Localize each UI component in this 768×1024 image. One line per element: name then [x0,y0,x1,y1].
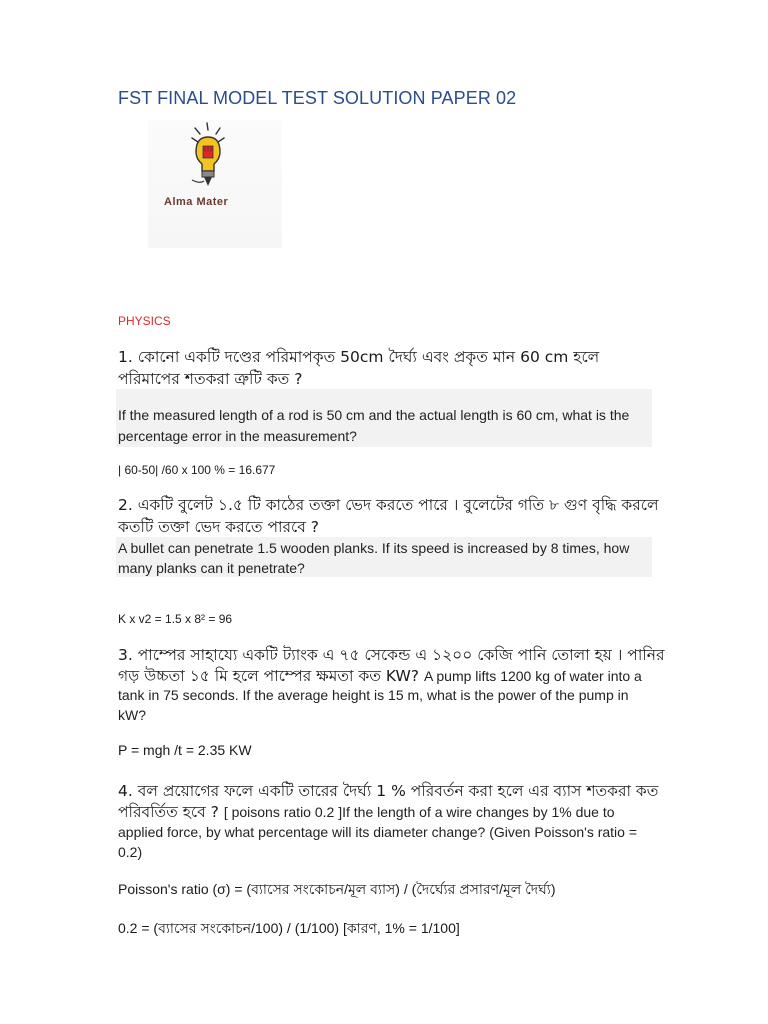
question-3-english-line-2: kW? [118,707,146,723]
question-3-english-line-1: tank in 75 seconds. If the average height is 15 m, what is the power of the pump in [118,687,629,703]
question-3-mixed-line [118,665,642,687]
question-3-english-start: A pump lifts 1200 kg of water into a [423,668,642,684]
question-3-answer: P = mgh /t = 2.35 KW [118,742,252,758]
poissons-ratio-formula: Poisson's ratio (σ) = (ব্যাসের সংকোচন/মূল ব্যাস) / (দৈর্ঘ্যের প্রসারণ/মূল দৈর্ঘ্য) [118,881,556,897]
question-1-bengali-line-1: 1. কোনো একটি দণ্ডের পরিমাপকৃত 50cm দৈর্ঘ্য এবং প্রকৃত মান 60 cm হলে [118,348,600,366]
lightbulb-fist-icon [148,120,282,200]
poissons-ratio-substitution: 0.2 = (ব্যাসের সংকোচন/100) / (1/100) [কারণ, 1% = 1/100] [118,920,460,936]
question-1-english-block [116,389,652,447]
logo-text: Alma Mater [164,196,229,208]
question-2-answer: K x v2 = 1.5 x 8² = 96 [118,612,233,626]
question-2-english-block [116,537,652,577]
question-4-english-line-1: applied force, by what percentage will its diameter change? (Given Poisson's ratio = [118,824,638,840]
question-1-english-line-2: percentage error in the measurement? [118,428,357,444]
question-1-english-line-1: If the measured length of a rod is 50 cm and the actual length is 60 cm, what is the [118,407,630,423]
page-title: FST FINAL MODEL TEST SOLUTION PAPER 02 [118,88,517,108]
logo [148,120,282,248]
question-2-bengali-line-2: কতটি তক্তা ভেদ করতে পারবে ? [118,518,320,536]
question-4-bengali-line-2: পরিবর্তিত হবে ? [118,803,224,821]
question-3-bengali-line-2: গড় উচ্চতা ১৫ মি হলে পাম্পের ক্ষমতা কত KW? [118,667,424,685]
question-4-english-start: [ poisons ratio 0.2 ]If the length of a wire changes by 1% due to [223,804,615,820]
section-heading: PHYSICS [118,314,171,328]
question-4-english-line-2: 0.2) [118,844,143,860]
question-2-english-line-1: A bullet can penetrate 1.5 wooden planks. If its speed is increased by 8 times, how [118,540,630,556]
question-2-english-line-2: many planks can it penetrate? [118,560,305,576]
question-1-answer: | 60-50| /60 x 100 % = 16.677 [118,463,276,477]
question-1-bengali-line-2: পরিমাপের শতকরা ত্রুটি কত ? [118,370,303,388]
question-3-bengali-line-1: 3. পাম্পের সাহায্যে একটি ট্যাংক এ ৭৫ সেকেন্ড এ ১২০০ কেজি পানি তোলা হয় । পানির [118,646,665,664]
question-2-bengali-line-1: 2. একটি বুলেট ১.৫ টি কাঠের তক্তা ভেদ করতে পারে । বুলেটের গতি ৮ গুণ বৃদ্ধি করলে [118,496,659,514]
question-4-bengali-line-1: 4. বল প্রয়োগের ফলে একটি তারের দৈর্ঘ্য 1 % পরিবর্তন করা হলে এর ব্যাস শতকরা কত [118,782,659,800]
question-4-mixed-line [118,801,615,823]
